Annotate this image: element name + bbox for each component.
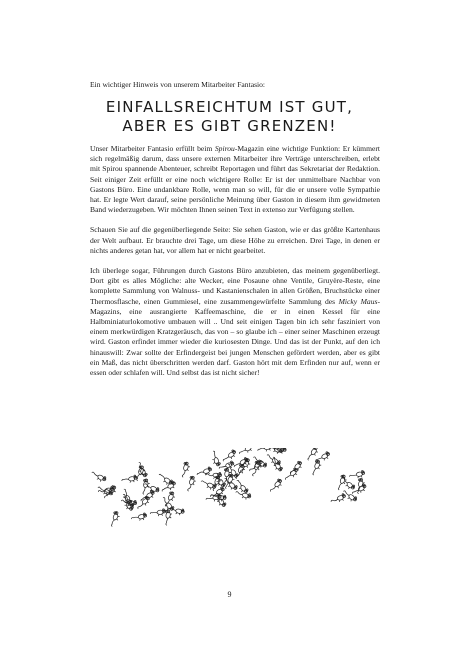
mouse-doodle: [90, 469, 107, 483]
mouse-doodle: [150, 509, 166, 517]
paragraph-2: [90, 225, 380, 256]
magazine-title-micky-maus: Micky Maus: [338, 296, 378, 306]
mouse-doodle: [121, 475, 137, 484]
mouse-doodle: [200, 478, 217, 491]
headline-line-2: ABER ES GIBT GRENZEN!: [122, 117, 337, 135]
paragraph-3-text-cont: -Magazins, eine ausrangierte Kaffeemaschine, die er in einen Kessel für eine Halbminiaturlokomotive umbauen will .. Und seit einigen Tagen bin ich sehr fasziniert von einem merkwürdigen Kratzgeräusch, das von – so glaube ich – einer seiner Maschinen erzeugt wird. Gaston erfindet immer wieder die kuriosesten Dinge. Und das ist der Punkt, auf den ich hinauswill: Zwar sollte der Erfindergeist bei jungen Menschen gefördert werden, aber es gibt ein Maß, das nicht überschritten werden darf. Gaston hört mit dem Erfinden nur auf, wenn er essen oder schlafen will. Und selbst das ist nicht sicher!: [90, 296, 380, 378]
mouse-doodle: [121, 492, 135, 509]
paragraph-3: [90, 266, 380, 378]
mouse-doodle: [235, 489, 252, 501]
page-number: 9: [227, 590, 232, 599]
mouse-doodle: [257, 448, 274, 454]
paragraph-1-text-cont: -Magazin eine wichtige Funktion: Er kümmert sich regelmäßig darum, dass unsere externen Mitarbeiter ihre Verträge unterschreiben, erlebt mit Spirou spannende Abenteuer, schreibt Reportagen und führt das Sekretariat der Redaktion. Seit einiger Zeit erfüllt er eine noch wichtigere Rolle: Er ist der unmittelbare Nachbar von Gastons Büro. Eine undankbare Rolle, wenn man so will, für die er unsere volle Sympathie hat. Er legte Wert darauf, seine persönliche Meinung über Gaston in diesem ihm gewidmeten Band wiederzugeben. Wir möchten Ihnen seinen Text in extenso zur Verfügung stellen.: [90, 144, 380, 215]
mouse-doodle: [268, 478, 284, 494]
mouse-doodle: [185, 475, 197, 492]
paragraph-3-text: Ich überlege sogar, Führungen durch Gastons Büro anzubieten, das meinem gegenüberliegt. Dort gibt es alles Mögliche: alte Wecker, eine Posaune ohne Ventile, Gruyère-Reste, eine komplette Sammlung von Walnuss- und Kastanienschalen in allen Größen, Bruchstücke einer Thermosflasche, einen Gummiesel, eine zusammengewürfelte Sammlung des: [90, 266, 380, 306]
mouse-doodle: [233, 457, 250, 470]
paragraph-2-text: Schauen Sie auf die gegenüberliegende Seite: Sie sehen Gaston, wie er das größte Kartenhaus der Welt aufbaut. Er brauchte drei Tage, um diese Höhe zu erreichen. Drei Tage, in denen er nichts anderes getan hat, vor allem hat er nicht gearbeitet.: [90, 225, 380, 255]
body-text: [90, 144, 380, 388]
mouse-doodle: [157, 472, 173, 487]
intro-line: Ein wichtiger Hinweis von unserem Mitarbeiter Fantasio:: [90, 80, 266, 89]
mouse-doodle: [283, 467, 299, 482]
mouse-doodle: [330, 493, 347, 504]
mouse-doodle: [305, 448, 320, 462]
mouse-doodle: [310, 459, 323, 476]
paragraph-1-text: Unser Mitarbeiter Fantasio erfüllt beim: [90, 144, 215, 153]
headline-line-1: EINFALLSREICHTUM IST GUT,: [105, 98, 354, 116]
mouse-doodle: [265, 452, 281, 467]
mouse-doodle: [160, 480, 177, 493]
page-headline: [70, 98, 389, 136]
mouse-doodle: [238, 448, 255, 456]
mouse-doodle: [349, 470, 365, 479]
mouse-doodle: [109, 511, 121, 528]
mouse-doodle: [355, 478, 366, 495]
mice-illustration: [88, 448, 378, 558]
mouse-doodle: [221, 449, 238, 463]
mouse-doodle: [179, 461, 191, 478]
mouse-doodle: [131, 513, 147, 522]
paragraph-1: [90, 144, 380, 215]
mouse-doodle: [210, 450, 220, 467]
mouse-doodle: [235, 478, 249, 495]
magazine-title-spirou: Spirou: [214, 144, 235, 153]
